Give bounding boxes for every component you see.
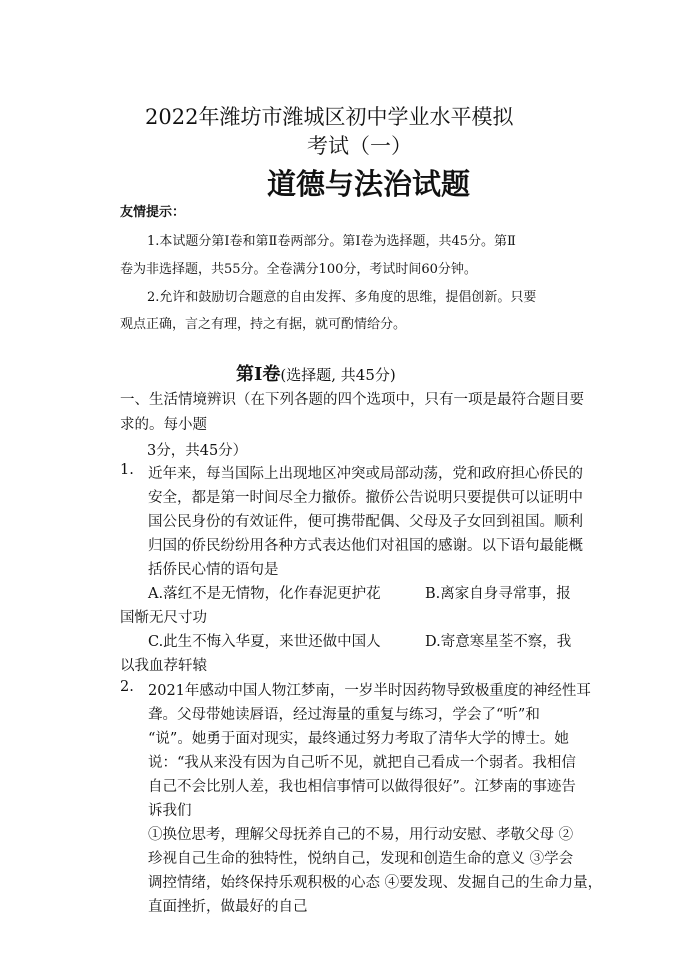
q1-option-d: D.寄意寒星荃不察，我 <box>425 634 572 650</box>
q1-option-b-continued: 国惭无尺寸功 <box>120 610 207 626</box>
q1-option-a: A.落红不是无情物，化作春泥更护花 <box>148 586 381 602</box>
q1-stem-line: 近年来，每当国际上出现地区冲突或局部动荡，党和政府担心侨民的 <box>148 466 583 482</box>
exam-title-line1: 2022年潍坊市潍城区初中学业水平模拟 <box>145 105 514 129</box>
tips-p1-line2: 卷为非选择题，共55分。全卷满分100分，考试时间60分钟。 <box>120 262 477 277</box>
section-heading <box>236 360 396 386</box>
q1-option-b: B.离家自身寻常事，报 <box>425 586 571 602</box>
part-one-line2: 求的。每小题 <box>120 417 207 433</box>
tips-p2-line1: 2.允许和鼓励切合题意的自由发挥、多角度的思维，提倡创新。只要 <box>147 290 537 305</box>
q1-option-d-continued: 以我血荐轩辕 <box>120 658 207 674</box>
section-subtitle: (选择题, 共45分) <box>280 366 396 384</box>
part-one-line3: 3分，共45分） <box>147 443 248 459</box>
tips-p2-line2: 观点正确，言之有理，持之有据，就可酌情给分。 <box>120 317 407 332</box>
q2-choice-line: ①换位思考，理解父母抚养自己的不易，用行动安慰、孝敬父母 ② <box>148 827 574 843</box>
q1-option-c: C.此生不悔入华夏，来世还做中国人 <box>148 634 381 650</box>
q1-stem-line: 安全，都是第一时间尽全力撤侨。撤侨公告说明只要提供可以证明中 <box>148 490 583 506</box>
q2-stem-line: 聋。父母带她读唇语，经过海量的重复与练习，学会了“听”和 <box>148 707 540 723</box>
q2-stem-line: 诉我们 <box>148 803 192 819</box>
q2-choice-line: 调控情绪，始终保持乐观积极的心态 ④要发现、发掘自己的生命力量， <box>148 875 603 891</box>
q1-number: 1. <box>120 462 134 478</box>
q2-number: 2. <box>120 679 134 695</box>
part-one-line1: 一、生活情境辨识（在下列各题的四个选项中，只有一项是最符合题目要 <box>120 392 584 408</box>
exam-title-line2: 考试（一） <box>307 134 412 158</box>
subject-title: 道德与法治试题 <box>267 167 471 201</box>
tips-heading: 友情提示： <box>120 205 186 220</box>
q2-stem-line: 说：“我从来没有因为自己听不见，就把自己看成一个弱者。我相信 <box>148 755 576 771</box>
q2-choice-line: 珍视自己生命的独特性，悦纳自己，发现和创造生命的意义 ③学会 <box>148 851 574 867</box>
q2-stem-line: 自己不会比别人差，我也相信事情可以做得很好”。江梦南的事迹告 <box>148 779 576 795</box>
q1-stem-line: 括侨民心情的语句是 <box>148 562 279 578</box>
tips-p1-line1: 1.本试题分第Ⅰ卷和第Ⅱ卷两部分。第Ⅰ卷为选择题，共45分。第Ⅱ <box>147 234 516 249</box>
q1-stem-line: 国公民身份的有效证件，便可携带配偶、父母及子女回到祖国。顺利 <box>148 514 583 530</box>
section-title: 第Ⅰ卷 <box>236 364 281 385</box>
q1-stem-line: 归国的侨民纷纷用各种方式表达他们对祖国的感谢。以下语句最能概 <box>148 538 583 554</box>
q2-stem-line: “说”。她勇于面对现实，最终通过努力考取了清华大学的博士。她 <box>148 731 569 747</box>
q2-choice-line: 直面挫折，做最好的自己 <box>148 899 308 915</box>
q2-stem-line: 2021年感动中国人物江梦南，一岁半时因药物导致极重度的神经性耳 <box>148 683 591 699</box>
